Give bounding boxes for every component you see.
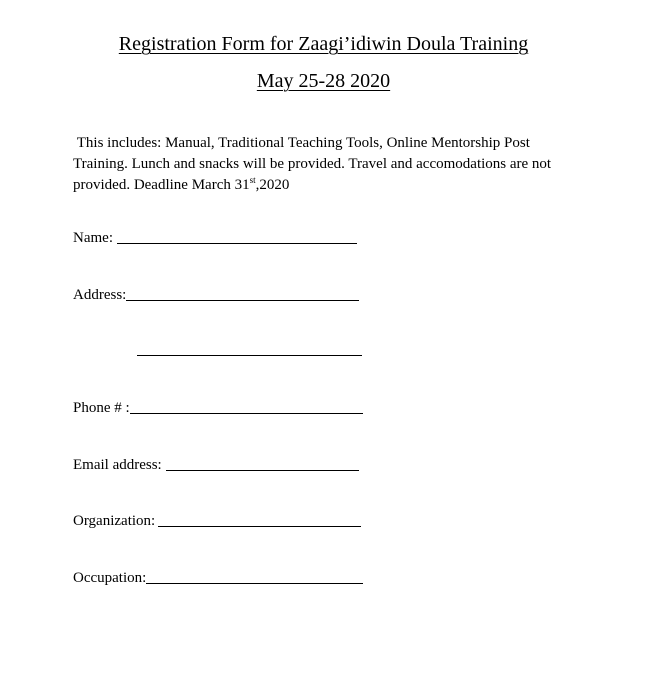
name-label: Name: <box>73 230 113 246</box>
phone-input-line[interactable] <box>130 398 363 414</box>
occupation-input-line[interactable] <box>146 568 363 584</box>
occupation-field <box>73 568 363 588</box>
phone-label: Phone # : <box>73 400 130 416</box>
organization-input-line[interactable] <box>158 511 361 527</box>
email-input-line[interactable] <box>166 455 359 471</box>
form-dates-text: May 25-28 2020 <box>256 70 391 92</box>
name-field <box>73 228 357 248</box>
address-label: Address: <box>73 287 127 303</box>
intro-paragraph <box>73 133 573 196</box>
name-input-line[interactable] <box>117 228 357 244</box>
occupation-label: Occupation: <box>73 570 147 586</box>
phone-field <box>73 398 363 418</box>
email-label: Email address: <box>73 457 162 473</box>
address-input-line-2[interactable] <box>137 340 362 356</box>
organization-field <box>73 511 361 531</box>
form-dates <box>0 69 647 93</box>
address-field <box>73 285 359 305</box>
intro-superscript: st <box>249 175 256 185</box>
organization-label: Organization: <box>73 513 156 529</box>
form-title-text: Registration Form for Zaagi’idiwin Doula Training <box>118 33 529 55</box>
email-field <box>73 455 359 475</box>
intro-text: This includes: Manual, Traditional Teaching Tools, Online Mentorship Post Training. Lunch and snacks will be provided. Travel and accomodations are not provided. Deadline March 31 <box>73 135 552 193</box>
form-title <box>0 32 647 56</box>
intro-suffix: ,2020 <box>255 177 290 193</box>
address-input-line-1[interactable] <box>126 285 359 301</box>
